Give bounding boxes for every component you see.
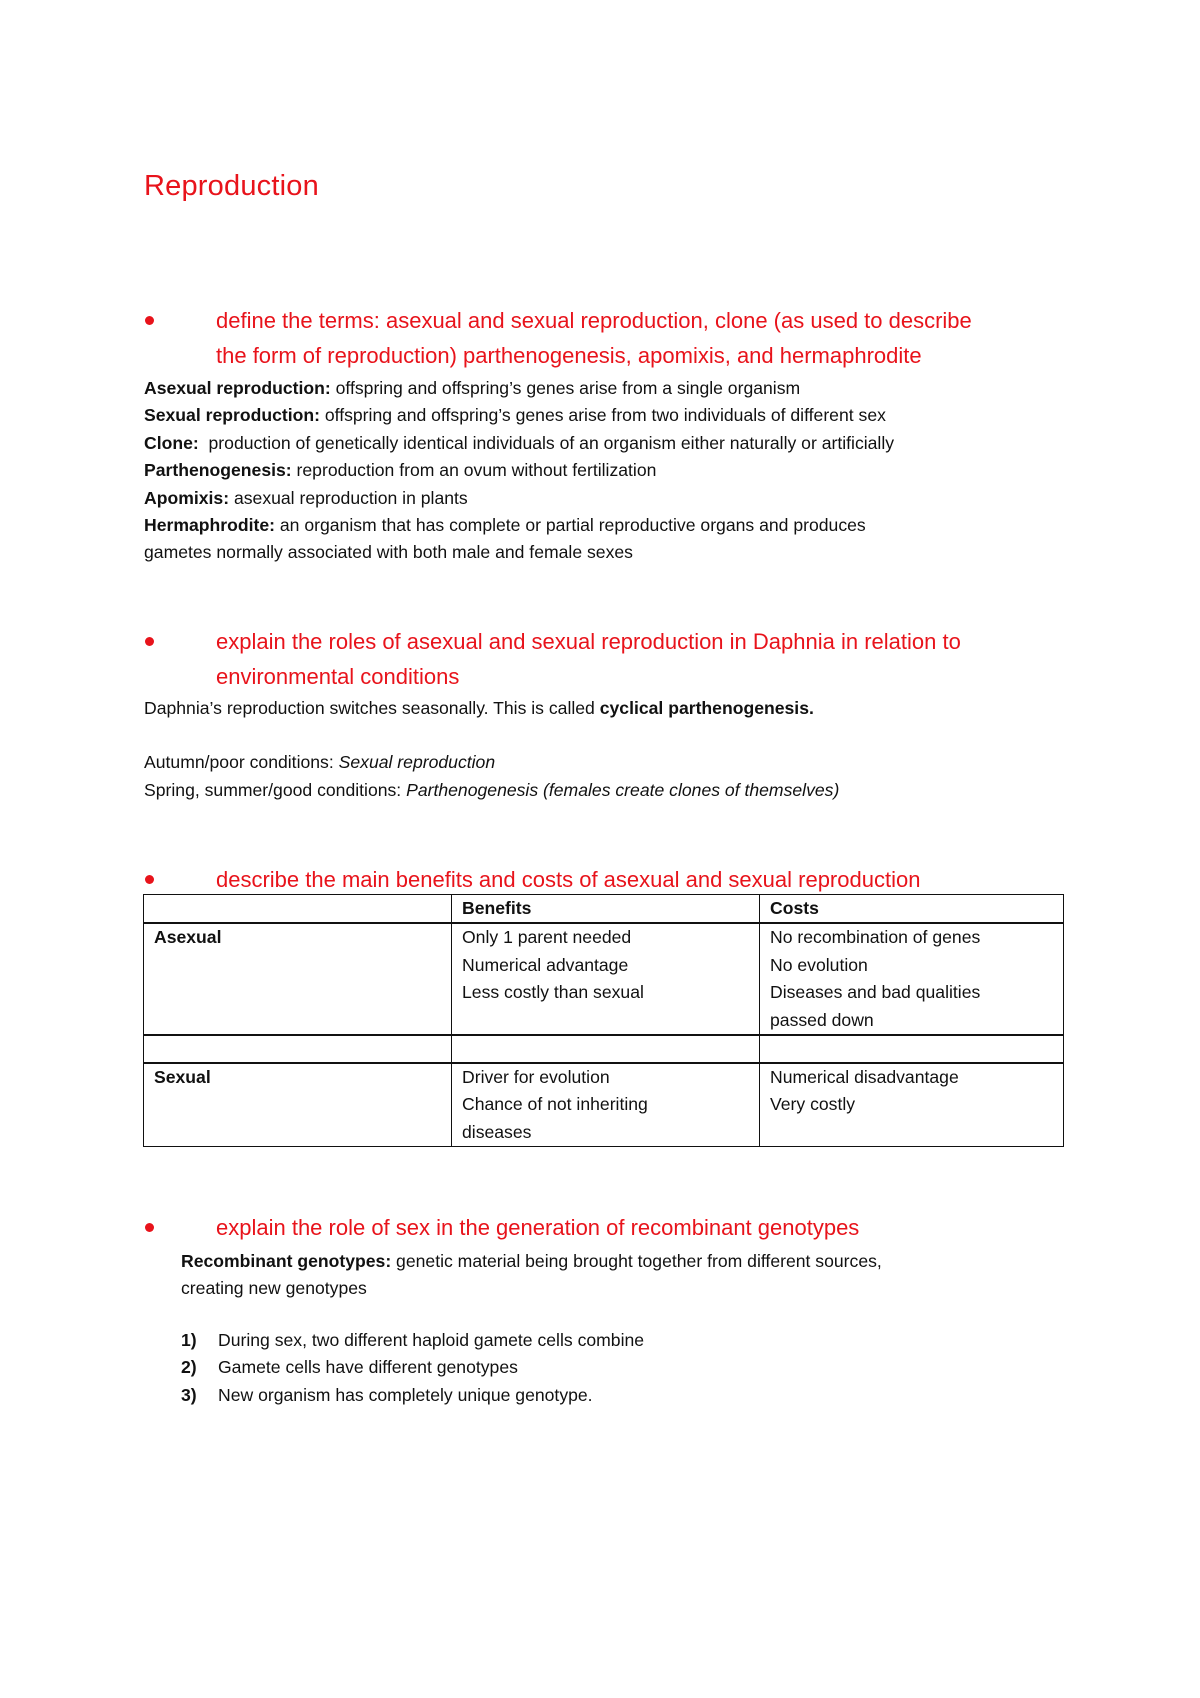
daphnia-intro: [144, 695, 839, 722]
objective-benefits-costs: [184, 862, 1064, 897]
objective-line: explain the role of sex in the generation of recombinant genotypes: [216, 1215, 860, 1240]
definition-text: production of genetically identical individuals of an organism either naturally or artificially: [198, 432, 895, 453]
objective-line: the form of reproduction) parthenogenesis, apomixis, and hermaphrodite: [216, 343, 922, 368]
autumn-label: Autumn/poor conditions:: [144, 752, 339, 773]
recombinant-steps-list: [181, 1327, 644, 1409]
definition-term: Asexual reproduction:: [144, 378, 331, 398]
page-title: Reproduction: [144, 170, 319, 202]
table-cell-line: Less costly than sexual: [462, 982, 644, 1003]
objective-recombinant: [184, 1210, 1064, 1245]
table-cell-line: Diseases and bad qualities: [770, 982, 981, 1003]
table-cell-line: Chance of not inheriting: [462, 1094, 648, 1115]
definition-parthenogenesis: [144, 457, 894, 484]
recombinant-def-line: [181, 1248, 882, 1275]
definitions-list: [144, 375, 894, 567]
table-cell-line: passed down: [770, 1009, 874, 1030]
objective-line: environmental conditions: [216, 664, 460, 689]
list-item: [181, 1327, 644, 1354]
definition-hermaphrodite-cont: gametes normally associated with both male and female sexes: [144, 542, 633, 563]
table-cell-line: No recombination of genes: [770, 927, 981, 948]
list-text: New organism has completely unique genotype.: [218, 1384, 593, 1405]
table-cell-line: Driver for evolution: [462, 1067, 610, 1088]
table-cell-line: Only 1 parent needed: [462, 927, 632, 948]
definition-clone: [144, 430, 894, 457]
list-text: During sex, two different haploid gamete cells combine: [218, 1330, 645, 1350]
list-item: [181, 1382, 644, 1409]
table-cell-empty: [760, 1035, 1064, 1063]
recombinant-def-cont: creating new genotypes: [181, 1278, 367, 1299]
objective-define-terms: [184, 303, 1064, 373]
row-label-asexual: Asexual: [144, 923, 452, 1035]
definition-text: reproduction from an ovum without fertilization: [291, 460, 657, 481]
definition-term: Recombinant genotypes:: [181, 1251, 392, 1271]
daphnia-intro-bold: cyclical parthenogenesis.: [599, 698, 814, 718]
definition-text: offspring and offspring’s genes arise from a single organism: [330, 378, 801, 398]
table-spacer-row: [144, 1035, 1064, 1063]
definition-text: asexual reproduction in plants: [229, 487, 468, 508]
daphnia-intro-text: Daphnia’s reproduction switches seasonally. This is called: [144, 698, 600, 718]
spring-value: Parthenogenesis (females create clones of themselves): [406, 779, 840, 800]
daphnia-autumn: [144, 749, 839, 776]
definition-hermaphrodite: [144, 512, 894, 539]
list-text: Gamete cells have different genotypes: [218, 1357, 518, 1378]
list-number: 1): [181, 1330, 197, 1350]
table-cell-line: Numerical disadvantage: [770, 1067, 959, 1088]
bullet-dot-icon: [145, 316, 154, 325]
bullet-dot-icon: [145, 875, 154, 884]
recombinant-definition: [181, 1248, 882, 1303]
asexual-costs-cell: [760, 923, 1064, 1035]
table-header-empty: [144, 895, 452, 924]
definition-text: genetic material being brought together from different sources,: [391, 1251, 882, 1271]
table-row-sexual: [144, 1063, 1064, 1147]
definition-apomixis: [144, 485, 894, 512]
definition-term: Apomixis:: [144, 487, 230, 508]
row-label-sexual: Sexual: [144, 1063, 452, 1147]
bullet-dot-icon: [145, 1223, 154, 1232]
sexual-benefits-cell: [452, 1063, 760, 1147]
list-item: [181, 1354, 644, 1381]
definition-text: an organism that has complete or partial reproductive organs and produces: [275, 515, 866, 536]
benefits-costs-table: [143, 894, 1064, 1147]
table-cell-line: No evolution: [770, 954, 868, 975]
table-header-costs: Costs: [760, 895, 1064, 924]
objective-line: define the terms: asexual and sexual reproduction, clone (as used to describe: [216, 308, 972, 333]
autumn-value: Sexual reproduction: [338, 752, 496, 773]
table-row-asexual: [144, 923, 1064, 1035]
spring-label: Spring, summer/good conditions:: [144, 779, 407, 800]
definition-term: Sexual reproduction:: [144, 405, 320, 426]
sexual-costs-cell: [760, 1063, 1064, 1147]
definition-sexual: [144, 402, 894, 429]
daphnia-spring: [144, 777, 839, 804]
objective-daphnia-roles: [184, 624, 1064, 694]
table-cell-empty: [144, 1035, 452, 1063]
table-header-row: [144, 895, 1064, 924]
definition-asexual: [144, 375, 894, 402]
definition-text: offspring and offspring’s genes arise from two individuals of different sex: [319, 405, 886, 426]
table-cell-line: Numerical advantage: [462, 954, 629, 975]
objective-line: describe the main benefits and costs of asexual and sexual reproduction: [216, 867, 921, 892]
definition-term: Clone:: [144, 432, 199, 453]
spacer: [144, 722, 839, 749]
definition-term: Parthenogenesis:: [144, 460, 292, 481]
objective-line: explain the roles of asexual and sexual reproduction in Daphnia in relation to: [216, 629, 961, 654]
asexual-benefits-cell: [452, 923, 760, 1035]
table-cell-empty: [452, 1035, 760, 1063]
bullet-dot-icon: [145, 637, 154, 646]
table-cell-line: Very costly: [770, 1094, 856, 1115]
table-header-benefits: Benefits: [452, 895, 760, 924]
list-number: 3): [181, 1384, 197, 1405]
list-number: 2): [181, 1357, 197, 1378]
definition-term: Hermaphrodite:: [144, 515, 275, 536]
table-cell-line: diseases: [462, 1121, 532, 1142]
daphnia-notes: [144, 695, 839, 804]
